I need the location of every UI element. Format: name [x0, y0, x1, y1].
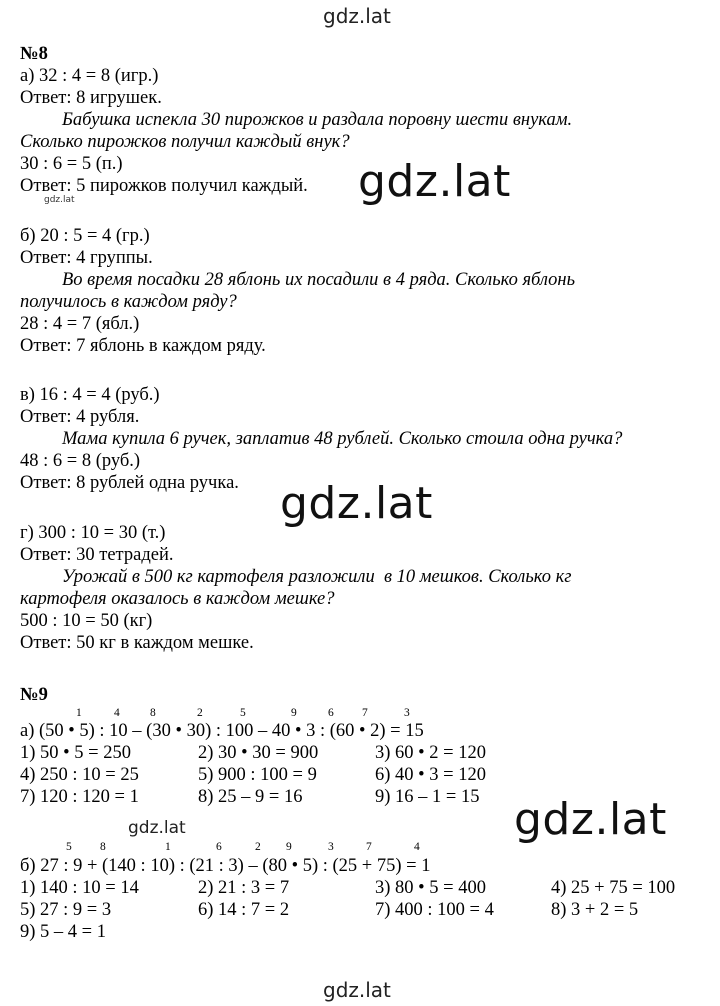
step: 8) 25 – 9 = 16 — [198, 787, 303, 807]
answer: Ответ: 4 группы. — [20, 248, 153, 268]
step: 4) 250 : 10 = 25 — [20, 765, 139, 785]
answer: Ответ: 7 яблонь в каждом ряду. — [20, 336, 266, 356]
step: 6) 14 : 7 = 2 — [198, 900, 290, 920]
order-number: 7 — [366, 841, 372, 853]
step: 4) 25 + 75 = 100 — [551, 878, 676, 898]
order-number: 5 — [66, 841, 72, 853]
order-number: 7 — [362, 707, 368, 719]
watermark-top: gdz.lat — [323, 4, 391, 28]
order-number: 9 — [286, 841, 292, 853]
equation: 30 : 6 = 5 (п.) — [20, 154, 123, 174]
equation: а) 32 : 4 = 8 (игр.) — [20, 66, 159, 86]
step: 3) 80 • 5 = 400 — [375, 878, 486, 898]
equation: в) 16 : 4 = 4 (руб.) — [20, 385, 160, 405]
task-title: №8 — [20, 44, 48, 64]
equation: 500 : 10 = 50 (кг) — [20, 611, 153, 631]
equation: 48 : 6 = 8 (руб.) — [20, 451, 141, 471]
equation: 28 : 4 = 7 (ябл.) — [20, 314, 140, 334]
step: 7) 400 : 100 = 4 — [375, 900, 494, 920]
problem-text: Урожай в 500 кг картофеля разложили в 10 мешков. Сколько кг — [62, 567, 572, 587]
order-number: 6 — [328, 707, 334, 719]
answer: Ответ: 50 кг в каждом мешке. — [20, 633, 254, 653]
task-title: №9 — [20, 685, 48, 705]
watermark-large: gdz.lat — [514, 794, 667, 845]
step: 5) 900 : 100 = 9 — [198, 765, 317, 785]
step: 6) 40 • 3 = 120 — [375, 765, 486, 785]
answer: Ответ: 4 рубля. — [20, 407, 140, 427]
step: 9) 16 – 1 = 15 — [375, 787, 480, 807]
order-number: 4 — [414, 841, 420, 853]
problem-text: Во время посадки 28 яблонь их посадили в 4 ряда. Сколько яблонь — [62, 270, 576, 290]
problem-text: Сколько пирожков получил каждый внук? — [20, 132, 350, 152]
order-number: 4 — [114, 707, 120, 719]
order-number: 9 — [291, 707, 297, 719]
watermark-bottom: gdz.lat — [323, 978, 391, 1002]
watermark-large: gdz.lat — [358, 156, 511, 207]
equation: г) 300 : 10 = 30 (т.) — [20, 523, 166, 543]
watermark-small: gdz.lat — [44, 195, 75, 205]
answer: Ответ: 8 игрушек. — [20, 88, 162, 108]
step: 1) 50 • 5 = 250 — [20, 743, 131, 763]
order-number: 6 — [216, 841, 222, 853]
problem-text: Мама купила 6 ручек, заплатив 48 рублей. Сколько стоила одна ручка? — [62, 429, 623, 449]
step: 2) 30 • 30 = 900 — [198, 743, 319, 763]
problem-text: получилось в каждом ряду? — [20, 292, 237, 312]
watermark-large: gdz.lat — [280, 478, 433, 529]
step: 8) 3 + 2 = 5 — [551, 900, 639, 920]
expression: а) (50 • 5) : 10 – (30 • 30) : 100 – 40 • 3 : (60 • 2) = 15 — [20, 721, 424, 741]
problem-text: картофеля оказалось в каждом мешке? — [20, 589, 335, 609]
step: 9) 5 – 4 = 1 — [20, 922, 106, 942]
order-number: 1 — [165, 841, 171, 853]
step: 7) 120 : 120 = 1 — [20, 787, 139, 807]
step: 3) 60 • 2 = 120 — [375, 743, 486, 763]
order-number: 3 — [328, 841, 334, 853]
watermark-medium: gdz.lat — [128, 818, 186, 838]
problem-text: Бабушка испекла 30 пирожков и раздала поровну шести внукам. — [62, 110, 573, 130]
step: 2) 21 : 3 = 7 — [198, 878, 290, 898]
equation: б) 20 : 5 = 4 (гр.) — [20, 226, 150, 246]
order-number: 8 — [150, 707, 156, 719]
answer: Ответ: 5 пирожков получил каждый. — [20, 176, 308, 196]
order-number: 2 — [197, 707, 203, 719]
step: 5) 27 : 9 = 3 — [20, 900, 112, 920]
expression: б) 27 : 9 + (140 : 10) : (21 : 3) – (80 • 5) : (25 + 75) = 1 — [20, 856, 431, 876]
order-number: 3 — [404, 707, 410, 719]
step: 1) 140 : 10 = 14 — [20, 878, 139, 898]
answer: Ответ: 8 рублей одна ручка. — [20, 473, 239, 493]
answer: Ответ: 30 тетрадей. — [20, 545, 174, 565]
order-number: 1 — [76, 707, 82, 719]
order-number: 8 — [100, 841, 106, 853]
order-number: 2 — [255, 841, 261, 853]
order-number: 5 — [240, 707, 246, 719]
